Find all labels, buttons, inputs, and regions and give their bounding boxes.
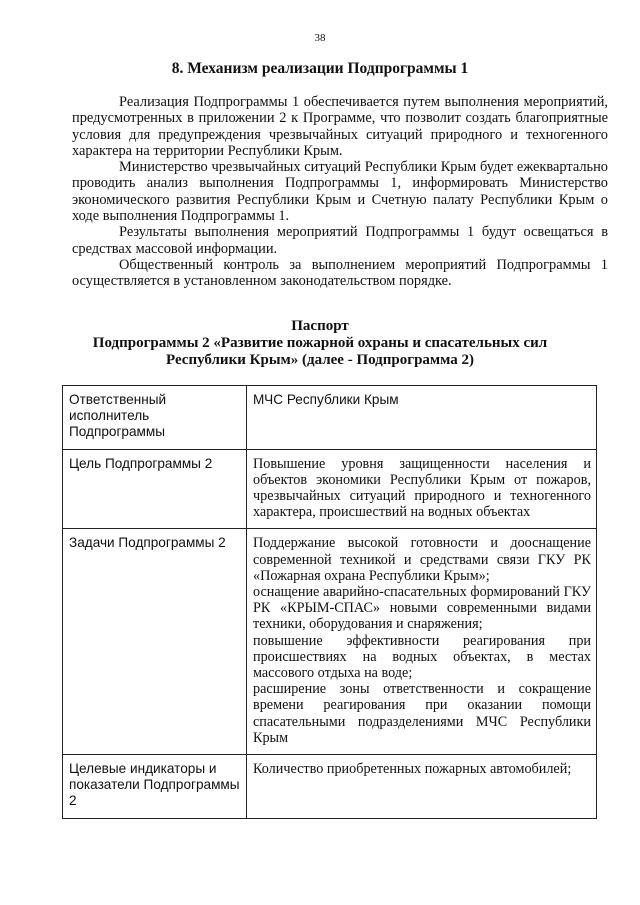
paragraph: Результаты выполнения мероприятий Подпрограммы 1 будут освещаться в средствах массовой информации. xyxy=(72,224,608,257)
row-value-tasks xyxy=(247,529,597,755)
table-row xyxy=(63,755,597,819)
paragraph: Общественный контроль за выполнением мероприятий Подпрограммы 1 осуществляется в установленном законодательством порядке. xyxy=(72,256,608,290)
value-line: расширение зоны ответственности и сокращение времени реагирования при оказании помощи спасательными подразделениями МЧС Республики Крым xyxy=(253,681,591,746)
row-value-responsible xyxy=(247,386,597,450)
section-title: 8. Механизм реализации Подпрограммы 1 xyxy=(171,60,469,77)
value-line: повышение эффективности реагирования при происшествиях на водных объектах, в местах массового отдыха на воде; xyxy=(253,632,591,682)
row-label-tasks: Задачи Подпрограммы 2 xyxy=(63,529,247,755)
passport-subheading-line2: Республики Крым» (далее - Подпрограмма 2) xyxy=(165,352,474,368)
row-label-indicators: Целевые индикаторы и показатели Подпрограммы 2 xyxy=(63,755,247,819)
table-row xyxy=(63,449,597,529)
paragraph: Реализация Подпрограммы 1 обеспечивается путем выполнения мероприятий, предусмотренных в приложении 2 к Программе, что позволит создать благоприятные условия для предупреждения чрезвычайных ситуаций природного и техногенного характера на территории Республики Крым. xyxy=(72,94,608,159)
row-value-goal xyxy=(247,449,597,529)
row-label-responsible: Ответственный исполнитель Подпрограммы xyxy=(63,386,247,450)
passport-subheading-line1: Подпрограммы 2 «Развитие пожарной охраны и спасательных сил xyxy=(92,335,548,351)
paragraph: Министерство чрезвычайных ситуаций Республики Крым будет ежеквартально проводить анализ выполнения Подпрограммы 1, информировать Министерство экономического развития Республики Крым и Счетную палату Республики Крым о ходе выполнения Подпрограммы 1. xyxy=(72,159,608,225)
value-line: Повышение уровня защищенности населения и объектов экономики Республики Крым от пожаров, чрезвычайных ситуаций природного и техногенного характера, происшествий на водных объектах xyxy=(253,455,591,521)
table-row xyxy=(63,386,597,450)
page-number: 38 xyxy=(314,32,326,44)
passport-table xyxy=(62,385,597,819)
value-line: Поддержание высокой готовности и дооснащение современной техникой и средствами связи ГКУ РК «Пожарная охрана Республики Крым»; xyxy=(253,535,591,584)
row-value-indicators xyxy=(247,755,597,819)
section-body xyxy=(72,94,608,290)
value-line: оснащение аварийно-спасательных формирований ГКУ РК «КРЫМ-СПАС» новыми современными видами техники, оборудования и снаряжения; xyxy=(253,584,591,633)
value-line: Количество приобретенных пожарных автомобилей; xyxy=(253,761,572,778)
value-line: МЧС Республики Крым xyxy=(253,392,399,407)
passport-heading-block xyxy=(0,318,640,369)
passport-heading: Паспорт xyxy=(291,318,349,334)
table-row xyxy=(63,529,597,755)
row-label-goal: Цель Подпрограммы 2 xyxy=(63,449,247,529)
